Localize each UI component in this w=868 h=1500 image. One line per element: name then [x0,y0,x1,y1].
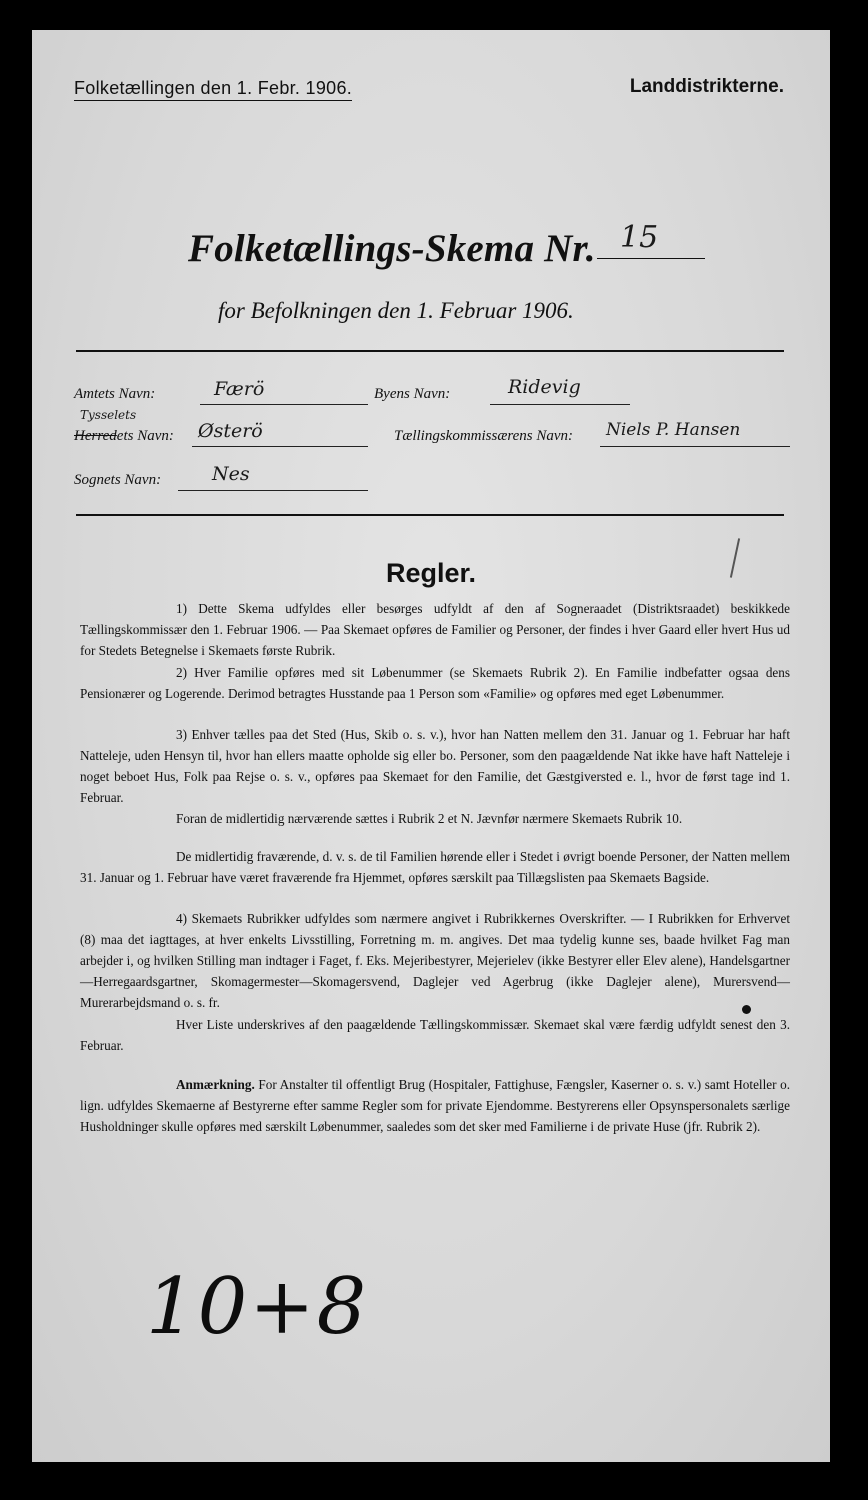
ink-blot [742,1005,751,1014]
regler-heading: Regler. [385,558,477,588]
herred-correction: Tysselets [80,408,137,422]
form-title: Folketællings-Skema Nr. [188,227,596,270]
note-label: Anmærkning. [176,1077,255,1092]
amt-line [200,404,368,405]
amt-value: Færö [214,378,265,400]
byens-label: Byens Navn: [374,386,451,402]
rule-3b: Foran de midlertidig nærværende sættes i Rubrik 2 et N. Jævnfør nærmere Skemaets Rubrik 10. [176,811,683,826]
herred-label-rest: ets Navn: [116,428,174,444]
sogn-line [178,490,368,491]
census-form-page [32,30,830,1462]
rule-4b: Hver Liste underskrives af den paagældende Tællingskommissær. Skemaet skal være færdig udfyldt senest den 3. Februar. [80,1017,790,1053]
rule-3c: De midlertidig fraværende, d. v. s. de til Familien hørende eller i Stedet i øvrigt boende Personer, der Natten mellem 31. Januar og 1. Februar have været fraværende fra Hjemmet, opføres særskilt paa Tillægslisten paa Skemaets Bagside. [80,849,790,885]
byens-value: Ridevig [508,376,581,398]
form-number-line [597,258,705,259]
kommissaer-line [600,446,790,447]
sogn-value: Nes [212,463,250,485]
census-header-left: Folketællingen den 1. Febr. 1906. [74,78,352,101]
rule-2: 2) Hver Familie opføres med sit Løbenummer (se Skemaets Rubrik 2). En Familie indbefatter ogsaa dens Pensionærer og Logerende. Derimod betragtes Husstande paa 1 Person som «Familie» og opføres med eget Løbenummer. [80,665,790,701]
herred-struck: Herred [74,428,117,444]
rule-4: 4) Skemaets Rubrikker udfyldes som nærmere angivet i Rubrikkernes Overskrifter. — I Rubrikken for Erhvervet (8) maa det iagttages, at hver enkelts Livsstilling, Forretning m. m. angives. Det maa tydelig kunne ses, baade hvilket Fag man arbejder i, og hvilken Stilling man indtager i Faget, f. Eks. Mejeribestyrer, Mejerielev (ikke Bestyrer eller Elev alene), Handelsgartner—Herregaardsgartner, Skomagermester—Skomagersvend, Daglejer ved Agerbrug (ikke Daglejer alene), Murersvend—Murerarbejdsmand o. s. fr. [80,911,790,1010]
herred-value: Østerö [198,420,263,442]
top-rule [76,350,784,352]
herred-line [192,446,368,447]
form-number: 15 [620,220,659,255]
rule-3: 3) Enhver tælles paa det Sted (Hus, Skib o. s. v.), hvor han Natten mellem den 31. Januar og 1. Februar har haft Natteleje, uden Hensyn til, hvor han ellers maatte opholde sig eller bo. Personer, som den paagældende Nat ikke have haft Natteleje i noget beboet Hus, Folk paa Rejse o. s. v., opføres paa Skemaet for den Familie, det Gæstgiversted e. l., hvor de først tage ind 1. Februar. [80,727,790,805]
herred-label [74,428,174,445]
kommissaer-label: Tællingskommissærens Navn: [394,428,574,444]
form-subtitle: for Befolkningen den 1. Februar 1906. [218,298,574,323]
amt-label: Amtets Navn: [74,386,156,402]
mid-rule [76,514,784,516]
sogn-label: Sognets Navn: [74,472,162,488]
note-text: For Anstalter til offentligt Brug (Hospitaler, Fattighuse, Fængsler, Kaserner o. s. v.) samt Hoteller o. lign. udfyldes Skemaerne af Bestyrerne efter samme Regler som for private Ejendomme. Bestyrerens eller Opsynspersonalets særlige Husholdninger skulle opføres med særskilt Løbenummer, saaledes som det sker med Familierne i de private Huse (jfr. Rubrik 2). [80,1077,791,1134]
byens-line [490,404,630,405]
census-header-right: Landdistrikterne. [629,76,784,97]
rule-1: 1) Dette Skema udfyldes eller besørges udfyldt af den af Sogneraadet (Distriktsraadet) beskikkede Tællingskommissær den 1. Februar 1906. — Paa Skemaet opføres de Familier og Personer, der findes i hver Gaard eller hvert Hus ud for Stedets Betegnelse i Skemaets første Rubrik. [80,601,790,658]
kommissaer-value: Niels P. Hansen [606,420,741,440]
handwritten-total: 10+8 [146,1262,369,1352]
note-paragraph [80,1074,790,1137]
